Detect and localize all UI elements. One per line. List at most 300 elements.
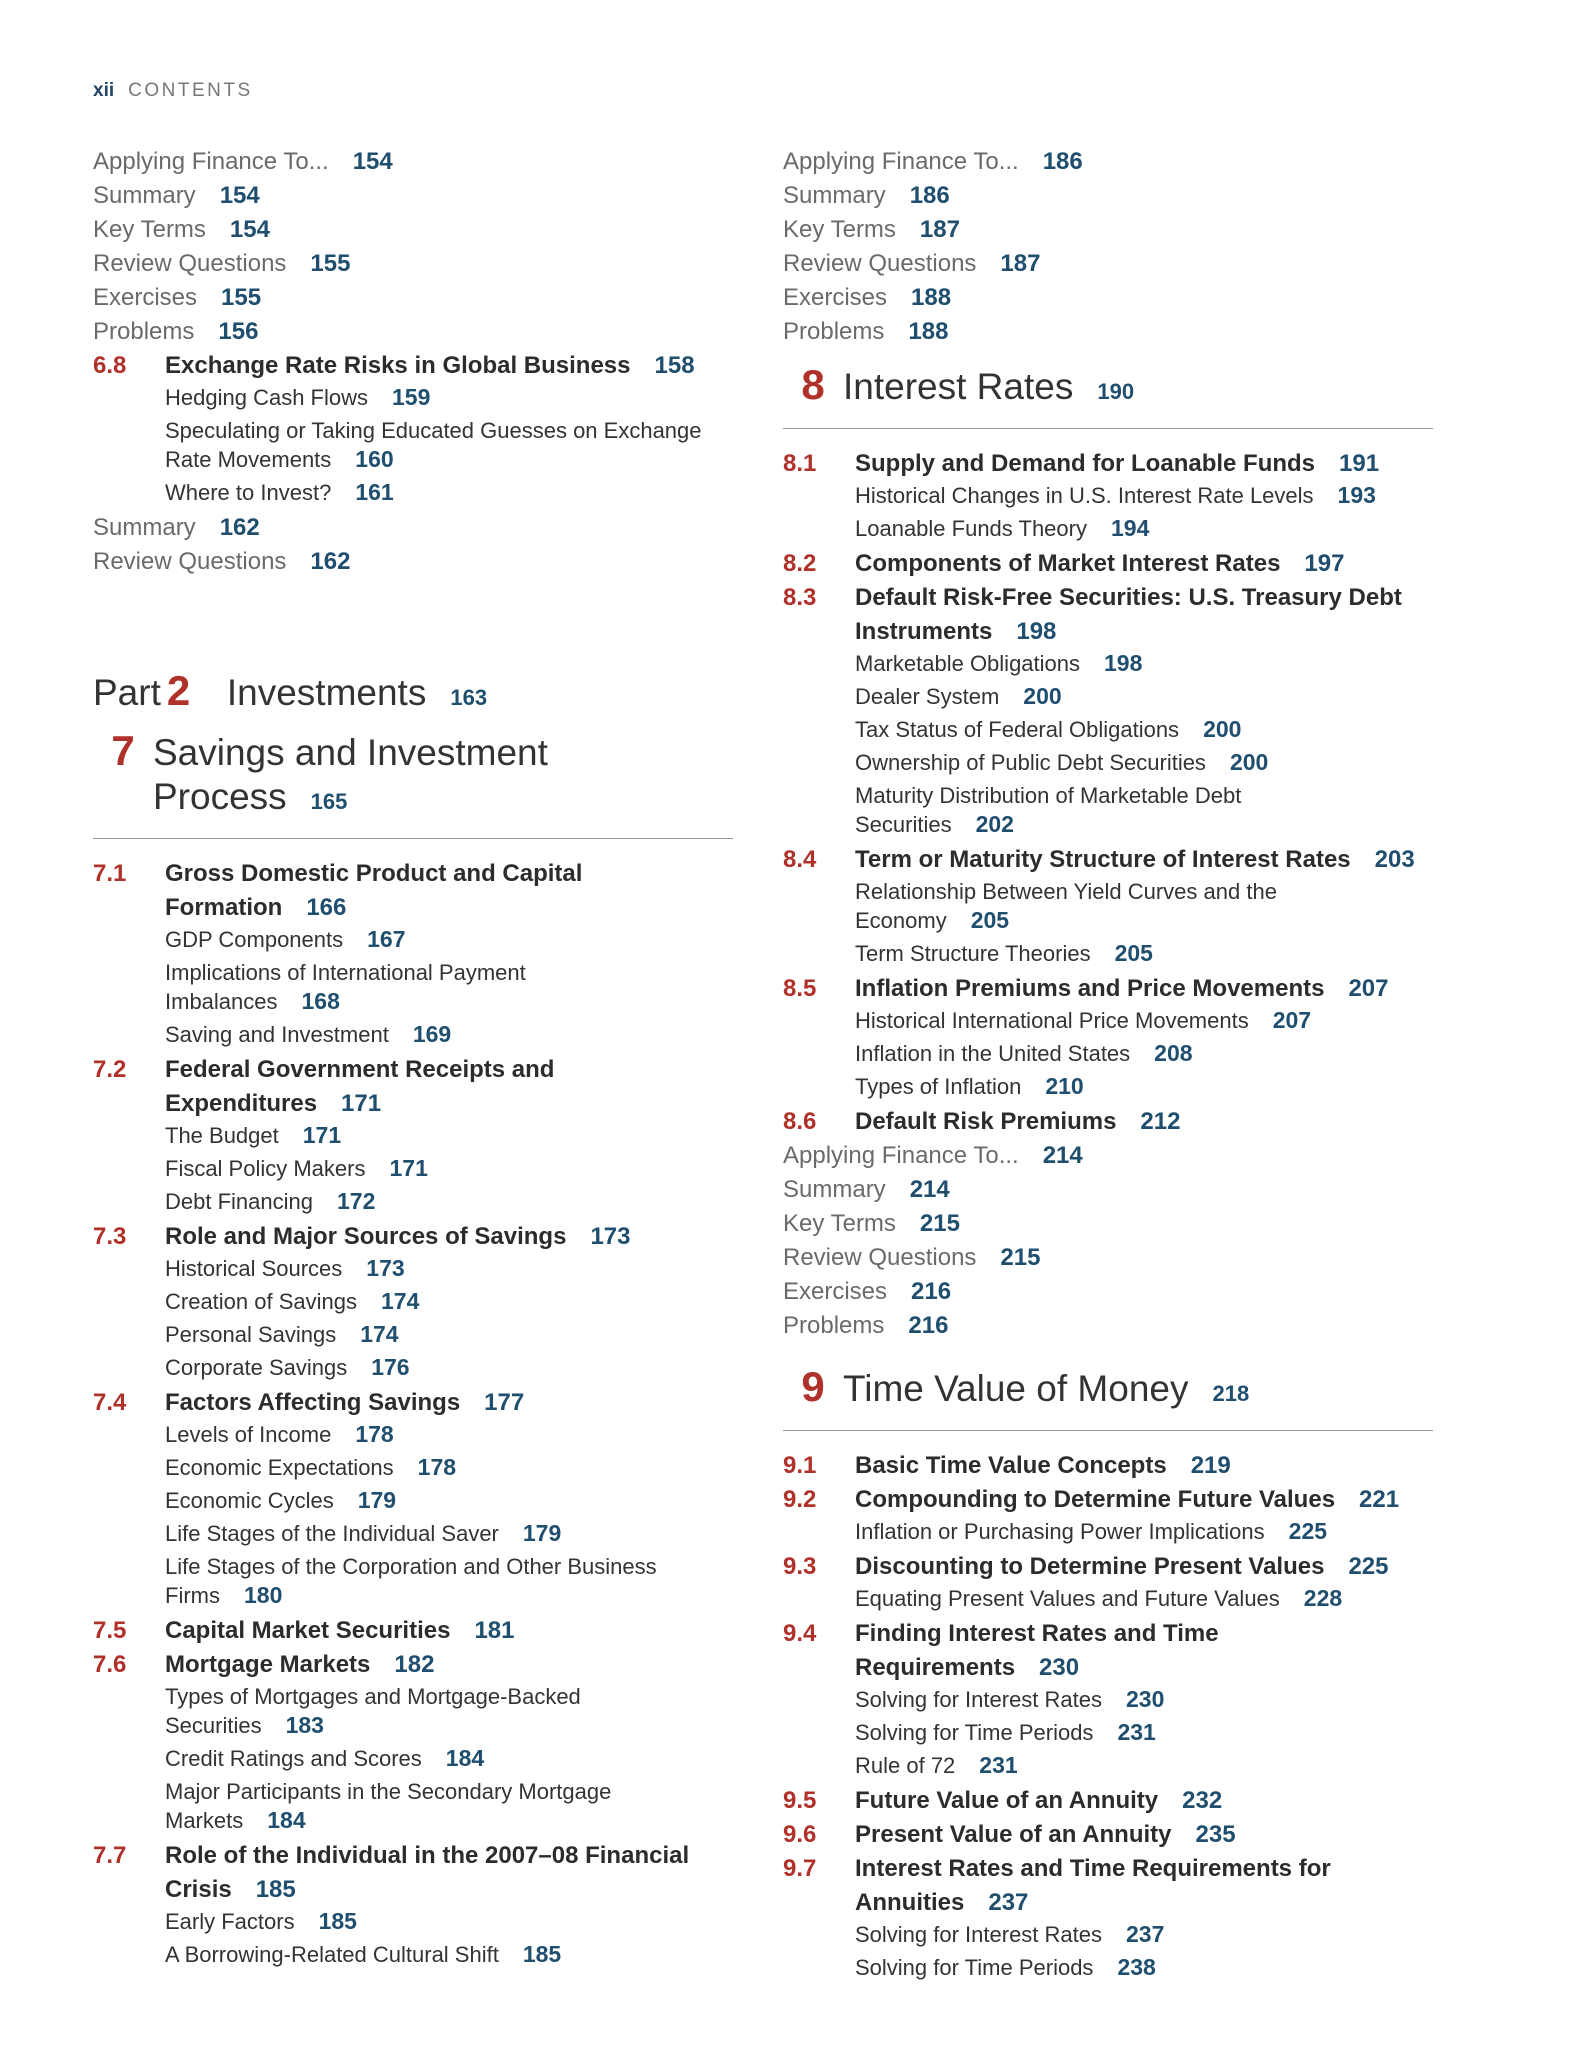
chapter-page: 218 — [1212, 1381, 1250, 1406]
left-column — [93, 145, 733, 1973]
entry-page: 188 — [911, 284, 952, 311]
subsection-entry[interactable] — [93, 478, 733, 507]
section-page: 166 — [306, 894, 347, 921]
section-title-block — [165, 857, 733, 925]
subsection-entry[interactable] — [93, 1777, 733, 1835]
section-title: Discounting to Determine Present Values — [855, 1553, 1325, 1580]
section-title: Gross Domestic Product and Capital — [165, 860, 583, 887]
subsection-page: 174 — [360, 1321, 399, 1347]
entry-label: Summary — [93, 182, 196, 209]
subsection-page: 185 — [318, 1908, 357, 1934]
subsection-label: Solving for Interest Rates — [855, 1922, 1103, 1947]
section-title-block — [855, 1105, 1433, 1139]
subsection-list — [783, 877, 1433, 968]
section-page: 173 — [590, 1223, 631, 1250]
subsection-entry[interactable] — [783, 1953, 1433, 1982]
subsection-label: Solving for Interest Rates — [855, 1687, 1103, 1712]
subsection-page: 225 — [1288, 1518, 1328, 1544]
section-number: 7.6 — [93, 1651, 127, 1678]
section-page: 158 — [654, 352, 695, 379]
toc-entry[interactable] — [783, 213, 1433, 247]
subsection-entry[interactable] — [93, 1420, 733, 1449]
section-title-cont: Annuities — [855, 1889, 965, 1916]
part-heading[interactable] — [93, 667, 733, 715]
toc-entry[interactable] — [783, 281, 1433, 315]
subsection-label: Creation of Savings — [165, 1289, 357, 1314]
subsection-label: Inflation or Purchasing Power Implications — [855, 1519, 1265, 1544]
section-number: 8.3 — [783, 584, 817, 611]
subsection-entry[interactable] — [93, 416, 733, 474]
header-title: CONTENTS — [128, 80, 253, 101]
subsection-label: Implications of International Payment — [165, 960, 526, 985]
entry-page: 154 — [352, 148, 393, 175]
subsection-page: 194 — [1110, 515, 1150, 541]
subsection-label-cont: Firms — [165, 1583, 220, 1608]
subsection-entry[interactable] — [783, 1685, 1433, 1714]
chapter-number: 8 — [801, 361, 825, 408]
subsection-label: Historical Changes in U.S. Interest Rate Levels — [855, 483, 1314, 508]
subsection-page: 238 — [1117, 1954, 1156, 1980]
section-title-line2 — [165, 891, 733, 925]
chapter-title-cont: Process — [153, 776, 287, 817]
toc-entry[interactable] — [93, 545, 733, 579]
entry-label: Applying Finance To... — [783, 148, 1019, 175]
section-title-block — [855, 581, 1433, 649]
subsection-label: Inflation in the United States — [855, 1041, 1131, 1066]
toc-entry[interactable] — [93, 213, 733, 247]
entry-label: Problems — [93, 318, 195, 345]
subsection-entry[interactable] — [93, 1744, 733, 1773]
spacer — [783, 1343, 1433, 1357]
section-entry[interactable] — [93, 1614, 733, 1648]
subsection-page: 173 — [366, 1255, 405, 1281]
toc-entry[interactable] — [783, 1241, 1433, 1275]
subsection-list — [93, 1254, 733, 1382]
section-entry[interactable] — [783, 1784, 1433, 1818]
section-title-cont: Crisis — [165, 1876, 232, 1903]
subsection-label: Hedging Cash Flows — [165, 385, 368, 410]
chapter-rule — [783, 428, 1433, 429]
subsection-label: Equating Present Values and Future Values — [855, 1586, 1280, 1611]
entry-label: Key Terms — [783, 216, 896, 243]
subsection-page: 169 — [412, 1021, 452, 1047]
subsection-page: 178 — [355, 1421, 394, 1447]
section-title-block — [855, 843, 1433, 877]
section-entry[interactable] — [93, 1386, 733, 1420]
section-page: 203 — [1374, 846, 1415, 873]
section-number: 9.2 — [783, 1486, 817, 1513]
section-number: 9.5 — [783, 1787, 817, 1814]
toc-entry[interactable] — [93, 247, 733, 281]
section-page: 237 — [988, 1889, 1029, 1916]
subsection-entry[interactable] — [783, 1920, 1433, 1949]
subsection-entry[interactable] — [783, 1072, 1433, 1101]
entry-label: Exercises — [93, 284, 198, 311]
section-title: Default Risk Premiums — [855, 1108, 1117, 1135]
section-number: 7.2 — [93, 1056, 127, 1083]
section-number: 9.6 — [783, 1821, 817, 1848]
section-title-cont: Expenditures — [165, 1090, 318, 1117]
section-number: 9.4 — [783, 1620, 817, 1647]
section-title: Capital Market Securities — [165, 1617, 451, 1644]
toc-entry[interactable] — [783, 247, 1433, 281]
entry-page: 188 — [908, 318, 949, 345]
section-page: 181 — [474, 1617, 515, 1644]
subsection-entry[interactable] — [93, 1320, 733, 1349]
chapter-heading[interactable] — [93, 727, 733, 824]
section-title-line2 — [165, 1087, 733, 1121]
section-title-block — [855, 1852, 1433, 1920]
subsection-list — [783, 1006, 1433, 1101]
subsection-entry[interactable] — [93, 1121, 733, 1150]
section-title: Interest Rates and Time Requirements for — [855, 1855, 1331, 1882]
section-entry[interactable] — [93, 1839, 733, 1907]
section-title-block — [855, 1483, 1433, 1517]
chapter-heading[interactable] — [783, 361, 1433, 414]
section-number: 8.6 — [783, 1108, 817, 1135]
subsection-list — [93, 383, 733, 507]
subsection-page: 237 — [1126, 1921, 1165, 1947]
toc-entry[interactable] — [783, 145, 1433, 179]
section-entry[interactable] — [783, 972, 1433, 1006]
section-title: Present Value of an Annuity — [855, 1821, 1172, 1848]
section-title: Supply and Demand for Loanable Funds — [855, 450, 1316, 477]
section-title: Default Risk-Free Securities: U.S. Treasury Debt — [855, 584, 1402, 611]
subsection-entry[interactable] — [93, 383, 733, 412]
subsection-page: 160 — [355, 446, 394, 472]
section-title-block — [165, 1220, 733, 1254]
chapter-rule — [93, 838, 733, 839]
subsection-page: 205 — [1114, 940, 1153, 966]
subsection-entry[interactable] — [93, 1020, 733, 1049]
entry-page: 162 — [219, 514, 260, 541]
subsection-label: Rule of 72 — [855, 1753, 956, 1778]
subsection-list — [783, 1685, 1433, 1780]
section-title-cont: Requirements — [855, 1654, 1016, 1681]
section-title: Compounding to Determine Future Values — [855, 1486, 1336, 1513]
entry-label: Exercises — [783, 284, 888, 311]
section-title-block — [855, 447, 1433, 481]
subsection-entry[interactable] — [93, 1907, 733, 1936]
part-page: 163 — [450, 685, 488, 710]
subsection-page: 185 — [522, 1941, 562, 1967]
entry-label: Problems — [783, 318, 885, 345]
entry-label: Review Questions — [783, 250, 977, 277]
subsection-entry[interactable] — [783, 1751, 1433, 1780]
subsection-label-cont: Markets — [165, 1808, 244, 1833]
section-number: 9.7 — [783, 1855, 817, 1882]
toc-entry[interactable] — [93, 315, 733, 349]
chapter-title: Time Value of Money — [843, 1368, 1189, 1409]
subsection-entry[interactable] — [783, 481, 1433, 510]
subsection-entry[interactable] — [93, 1254, 733, 1283]
section-number: 9.3 — [783, 1553, 817, 1580]
subsection-label: Types of Inflation — [855, 1074, 1022, 1099]
section-entry[interactable] — [93, 857, 733, 925]
subsection-entry[interactable] — [93, 1682, 733, 1740]
section-number: 7.4 — [93, 1389, 127, 1416]
subsection-entry[interactable] — [93, 1940, 733, 1969]
subsection-entry[interactable] — [783, 781, 1433, 839]
subsection-entry[interactable] — [783, 1584, 1433, 1613]
toc-entry[interactable] — [783, 1309, 1433, 1343]
section-entry[interactable] — [783, 1550, 1433, 1584]
subsection-page: 205 — [970, 907, 1010, 933]
section-entry[interactable] — [93, 1648, 733, 1682]
subsection-label: Economic Cycles — [165, 1488, 334, 1513]
subsection-entry[interactable] — [93, 1486, 733, 1515]
section-title-block — [165, 1053, 733, 1121]
subsection-page: 179 — [522, 1520, 562, 1546]
section-entry[interactable] — [93, 349, 733, 383]
subsection-line2 — [165, 1581, 733, 1610]
entry-page: 216 — [908, 1312, 949, 1339]
subsection-entry[interactable] — [783, 1517, 1433, 1546]
subsection-list — [93, 1682, 733, 1835]
subsection-entry[interactable] — [783, 1006, 1433, 1035]
section-title: Role and Major Sources of Savings — [165, 1223, 567, 1250]
section-entry[interactable] — [783, 1852, 1433, 1920]
section-title: Mortgage Markets — [165, 1651, 371, 1678]
toc-entry[interactable] — [93, 281, 733, 315]
section-entry[interactable] — [783, 447, 1433, 481]
subsection-list — [93, 1420, 733, 1610]
subsection-label: Relationship Between Yield Curves and the — [855, 879, 1277, 904]
section-title-block — [165, 1386, 733, 1420]
subsection-entry[interactable] — [93, 1287, 733, 1316]
subsection-entry[interactable] — [783, 748, 1433, 777]
subsection-page: 174 — [381, 1288, 420, 1314]
section-page: 212 — [1140, 1108, 1181, 1135]
chapter-rule — [783, 1430, 1433, 1431]
section-page: 219 — [1190, 1452, 1231, 1479]
chapter-title: Interest Rates — [843, 366, 1074, 407]
entry-page: 214 — [1042, 1142, 1083, 1169]
subsection-line2 — [165, 987, 733, 1016]
section-title-block — [855, 1550, 1433, 1584]
subsection-page: 231 — [979, 1752, 1018, 1778]
subsection-entry[interactable] — [783, 514, 1433, 543]
section-title-block — [855, 972, 1433, 1006]
section-page: 182 — [394, 1651, 435, 1678]
toc-entry[interactable] — [783, 1173, 1433, 1207]
entry-label: Problems — [783, 1312, 885, 1339]
section-number: 8.5 — [783, 975, 817, 1002]
chapter-title-block — [153, 731, 548, 824]
running-header — [93, 80, 253, 102]
section-page: 171 — [341, 1090, 382, 1117]
subsection-page: 200 — [1229, 749, 1269, 775]
section-number: 8.1 — [783, 450, 817, 477]
subsection-line2 — [165, 1806, 733, 1835]
subsection-label-cont: Economy — [855, 908, 947, 933]
subsection-entry[interactable] — [93, 925, 733, 954]
toc-entry[interactable] — [783, 1275, 1433, 1309]
entry-page: 155 — [310, 250, 351, 277]
section-title: Term or Maturity Structure of Interest Rates — [855, 846, 1351, 873]
subsection-entry[interactable] — [93, 1552, 733, 1610]
entry-page: 214 — [909, 1176, 950, 1203]
entry-label: Review Questions — [93, 250, 287, 277]
section-entry[interactable] — [783, 1483, 1433, 1517]
subsection-page: 179 — [357, 1487, 397, 1513]
chapter-heading[interactable] — [783, 1363, 1433, 1416]
subsection-label: Speculating or Taking Educated Guesses on Exchange — [165, 418, 702, 443]
subsection-page: 184 — [267, 1807, 306, 1833]
section-number: 7.7 — [93, 1842, 127, 1869]
section-page: 230 — [1039, 1654, 1080, 1681]
section-entry[interactable] — [93, 1053, 733, 1121]
subsection-page: 202 — [975, 811, 1014, 837]
subsection-label: Tax Status of Federal Obligations — [855, 717, 1180, 742]
section-title: Finding Interest Rates and Time — [855, 1620, 1219, 1647]
section-page: 221 — [1359, 1486, 1400, 1513]
section-page: 191 — [1339, 450, 1380, 477]
subsection-label: Economic Expectations — [165, 1455, 394, 1480]
section-title: Future Value of an Annuity — [855, 1787, 1159, 1814]
subsection-page: 171 — [302, 1122, 342, 1148]
entry-label: Applying Finance To... — [93, 148, 329, 175]
subsection-label: A Borrowing-Related Cultural Shift — [165, 1942, 499, 1967]
spacer — [783, 349, 1433, 355]
toc-entry[interactable] — [783, 315, 1433, 349]
entry-label: Summary — [93, 514, 196, 541]
section-entry[interactable] — [783, 1449, 1433, 1483]
subsection-page: 228 — [1303, 1585, 1343, 1611]
section-number: 7.3 — [93, 1223, 127, 1250]
part-number: 2 — [166, 667, 191, 714]
entry-page: 215 — [1000, 1244, 1041, 1271]
subsection-label: GDP Components — [165, 927, 344, 952]
section-title-block — [165, 1614, 733, 1648]
section-page: 177 — [484, 1389, 525, 1416]
subsection-label-cont: Rate Movements — [165, 447, 332, 472]
subsection-page: 207 — [1272, 1007, 1312, 1033]
toc-entry[interactable] — [783, 179, 1433, 213]
subsection-entry[interactable] — [783, 1718, 1433, 1747]
subsection-label-cont: Imbalances — [165, 989, 278, 1014]
section-entry[interactable] — [93, 1220, 733, 1254]
subsection-entry[interactable] — [783, 682, 1433, 711]
toc-entry[interactable] — [93, 145, 733, 179]
subsection-label: Types of Mortgages and Mortgage-Backed — [165, 1684, 581, 1709]
subsection-label: Credit Ratings and Scores — [165, 1746, 422, 1771]
section-title-block — [855, 1784, 1433, 1818]
toc-entry[interactable] — [93, 179, 733, 213]
subsection-list — [783, 1584, 1433, 1613]
chapter-title-line2 — [153, 775, 548, 824]
subsection-page: 231 — [1117, 1719, 1156, 1745]
section-entry[interactable] — [783, 547, 1433, 581]
subsection-line2 — [165, 1711, 733, 1740]
section-title-line2 — [855, 615, 1433, 649]
chapter-page: 165 — [310, 789, 348, 814]
entry-page: 154 — [229, 216, 270, 243]
subsection-entry[interactable] — [93, 1187, 733, 1216]
subsection-entry[interactable] — [783, 1039, 1433, 1068]
subsection-entry[interactable] — [93, 1154, 733, 1183]
entry-page: 162 — [310, 548, 351, 575]
subsection-page: 184 — [445, 1745, 485, 1771]
section-title: Federal Government Receipts and — [165, 1056, 555, 1083]
chapter-title: Savings and Investment — [153, 732, 548, 773]
subsection-entry[interactable] — [93, 1353, 733, 1382]
part-title: Investments — [226, 672, 427, 713]
subsection-page: 208 — [1154, 1040, 1193, 1066]
entry-page: 216 — [911, 1278, 952, 1305]
section-title-cont: Instruments — [855, 618, 993, 645]
subsection-label: Marketable Obligations — [855, 651, 1081, 676]
subsection-label: Ownership of Public Debt Securities — [855, 750, 1206, 775]
section-title: Inflation Premiums and Price Movements — [855, 975, 1325, 1002]
toc-entry[interactable] — [783, 1207, 1433, 1241]
subsection-list — [93, 925, 733, 1049]
section-number: 6.8 — [93, 352, 127, 379]
toc-entry[interactable] — [93, 511, 733, 545]
section-page: 197 — [1304, 550, 1345, 577]
subsection-label-cont: Securities — [855, 812, 952, 837]
section-entry[interactable] — [783, 1617, 1433, 1685]
section-entry[interactable] — [783, 843, 1433, 877]
subsection-label: Loanable Funds Theory — [855, 516, 1087, 541]
entry-page: 186 — [1042, 148, 1083, 175]
section-title: Exchange Rate Risks in Global Business — [165, 352, 631, 379]
subsection-page: 200 — [1203, 716, 1242, 742]
section-title-line2 — [165, 1873, 733, 1907]
subsection-entry[interactable] — [783, 939, 1433, 968]
section-number: 7.1 — [93, 860, 127, 887]
subsection-label-cont: Securities — [165, 1713, 262, 1738]
section-title: Basic Time Value Concepts — [855, 1452, 1167, 1479]
section-title: Factors Affecting Savings — [165, 1389, 461, 1416]
subsection-label: Solving for Time Periods — [855, 1720, 1094, 1745]
subsection-list — [783, 1920, 1433, 1982]
section-title-block — [855, 1617, 1433, 1685]
section-page: 207 — [1348, 975, 1389, 1002]
section-title: Components of Market Interest Rates — [855, 550, 1281, 577]
chapter-number: 9 — [801, 1363, 825, 1410]
entry-page: 155 — [221, 284, 262, 311]
subsection-entry[interactable] — [93, 958, 733, 1016]
section-title-block — [165, 1648, 733, 1682]
subsection-page: 180 — [243, 1582, 283, 1608]
toc-entry[interactable] — [783, 1139, 1433, 1173]
subsection-page: 198 — [1104, 650, 1143, 676]
section-entry[interactable] — [783, 1818, 1433, 1852]
entry-page: 215 — [919, 1210, 960, 1237]
section-entry[interactable] — [783, 1105, 1433, 1139]
subsection-entry[interactable] — [93, 1453, 733, 1482]
subsection-entry[interactable] — [783, 649, 1433, 678]
subsection-entry[interactable] — [783, 877, 1433, 935]
entry-label: Exercises — [783, 1278, 888, 1305]
entry-label: Summary — [783, 182, 886, 209]
subsection-page: 200 — [1023, 683, 1062, 709]
subsection-label: Levels of Income — [165, 1422, 332, 1447]
entry-page: 186 — [909, 182, 950, 209]
subsection-label: Fiscal Policy Makers — [165, 1156, 366, 1181]
subsection-page: 183 — [285, 1712, 324, 1738]
subsection-entry[interactable] — [93, 1519, 733, 1548]
subsection-label: Where to Invest? — [165, 480, 332, 505]
subsection-list — [783, 1517, 1433, 1546]
section-entry[interactable] — [783, 581, 1433, 649]
subsection-label: Historical Sources — [165, 1256, 343, 1281]
subsection-page: 172 — [336, 1188, 376, 1214]
subsection-entry[interactable] — [783, 715, 1433, 744]
section-title-block — [165, 349, 733, 383]
section-number: 9.1 — [783, 1452, 817, 1479]
